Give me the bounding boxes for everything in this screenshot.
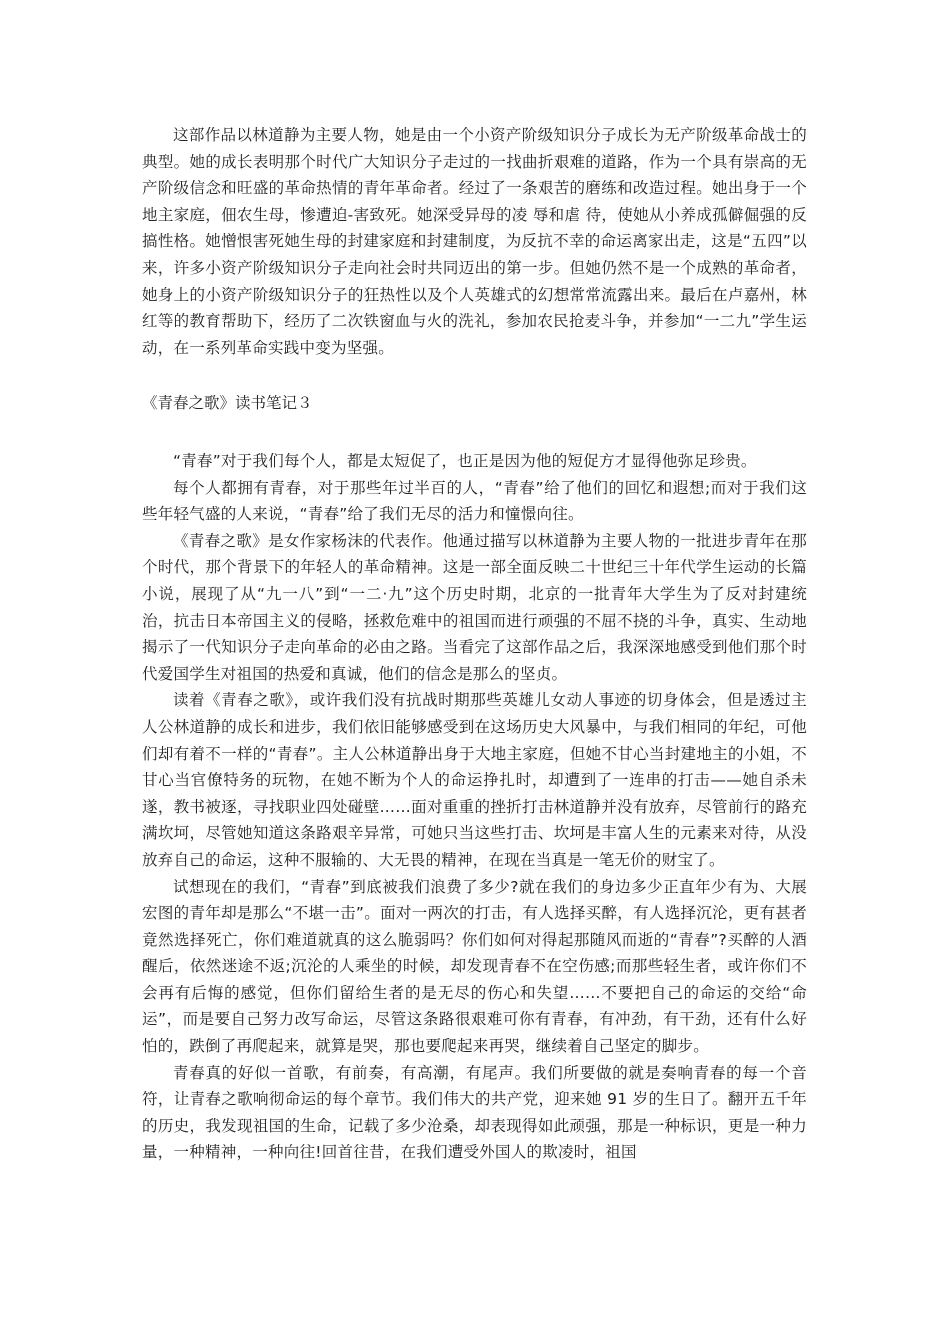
notes-text-block bbox=[142, 448, 807, 1166]
intro-paragraph: 这部作品以林道静为主要人物，她是由一个小资产阶级知识分子成长为无产阶级革命战士的典型。她的成长表明那个时代广大知识分子走过的一找曲折艰难的道路，作为一个具有崇高的无产阶级信念和旺盛的革命热情的青年革命者。经过了一条艰苦的磨练和改造过程。她出身于一个地主家庭，佃农生母，惨遭迫-害致死。她深受异母的凌 辱和虐 待，使她从小养成孤僻倔强的反搞性格。她憎恨害死她生母的封建家庭和封建制度，为反抗不幸的命运离家出走，这是“五四”以来，许多小资产阶级知识分子走向社会时共同迈出的第一步。但她仍然不是一个成熟的革命者，她身上的小资产阶级知识分子的狂热性以及个人英雄式的幻想常常流露出来。最后在卢嘉州，林红等的教育帮助下，经历了二次铁窗血与火的洗礼，参加农民抢麦斗争，并参加“一二九”学生运动，在一系列革命实践中变为坚强。 bbox=[142, 126, 807, 357]
notes-paragraph: 青春真的好似一首歌，有前奏，有高潮，有尾声。我们所要做的就是奏响青春的每一个音符，让青春之歌响彻命运的每个章节。我们伟大的共产党，迎来她 91 岁的生日了。翻开五千年的历史，我发现祖国的生命，记载了多少沧桑，却表现得如此顽强，那是一种标识，更是一种力量，一种精神，一种向往!回首往昔，在我们遭受外国人的欺凌时，祖国 bbox=[142, 1063, 807, 1162]
notes-paragraph: “青春”对于我们每个人，都是太短促了，也正是因为他的短促方才显得他弥足珍贵。 bbox=[173, 452, 757, 470]
section-heading: 《青春之歌》读书笔记３ bbox=[142, 394, 313, 412]
notes-paragraph: 读着《青春之歌》，或许我们没有抗战时期那些英雄儿女动人事迹的切身体会，但是透过主人公林道静的成长和进步，我们依旧能够感受到在这场历史大风暴中，与我们相同的年纪，可他们却有着不一样的“青春”。主人公林道静出身于大地主家庭，但她不甘心当封建地主的小姐，不甘心当官僚特务的玩物，在她不断为个人的命运挣扎时，却遭到了一连串的打击——她自杀未遂，教书被逐，寻找职业四处碰壁……面对重重的挫折打击林道静并没有放弃，尽管前行的路充满坎坷，尽管她知道这条路艰辛异常，可她只当这些打击、坎坷是丰富人生的元素来对待，从没放弃自己的命运，这种不服输的、大无畏的精神，在现在当真是一笔无价的财宝了。 bbox=[142, 691, 807, 869]
notes-paragraph: 《青春之歌》是女作家杨沫的代表作。他通过描写以林道静为主要人物的一批进步青年在那个时代，那个背景下的年轻人的革命精神。这是一部全面反映二十世纪三十年代学生运动的长篇小说，展现了从“九一八”到“一二·九”这个历史时期，北京的一批青年大学生为了反对封建统治，抗击日本帝国主义的侵略，拯救危难中的祖国而进行顽强的不屈不挠的斗争，真实、生动地揭示了一代知识分子走向革命的必由之路。当看完了这部作品之后，我深深地感受到他们那个时代爱国学生对祖国的热爱和真诚，他们的信念是那么的坚贞。 bbox=[142, 531, 807, 683]
intro-text-block bbox=[142, 122, 807, 361]
notes-paragraph: 每个人都拥有青春，对于那些年过半百的人，“青春”给了他们的回忆和遐想;而对于我们这些年轻气盛的人来说，“青春”给了我们无尽的活力和憧憬向往。 bbox=[142, 478, 807, 524]
notes-paragraph: 试想现在的我们，“青春”到底被我们浪费了多少?就在我们的身边多少正直年少有为、大展宏图的青年却是那么“不堪一击”。面对一两次的打击，有人选择买醉，有人选择沉沦，更有甚者竟然选择死亡，你们难道就真的这么脆弱吗？你们如何对得起那随风而逝的“青春”?买醉的人酒醒后，依然迷途不返;沉沦的人乘坐的时候，却发现青春不在空伤感;而那些轻生者，或许你们不会再有后悔的感觉，但你们留给生者的是无尽的伤心和失望……不要把自己的命运的交给“命运”，而是要自己努力改写命运，尽管这条路很艰难可你有青春，有冲劲，有干劲，还有什么好怕的，跌倒了再爬起来，就算是哭，那也要爬起来再哭，继续着自己坚定的脚步。 bbox=[142, 877, 807, 1056]
